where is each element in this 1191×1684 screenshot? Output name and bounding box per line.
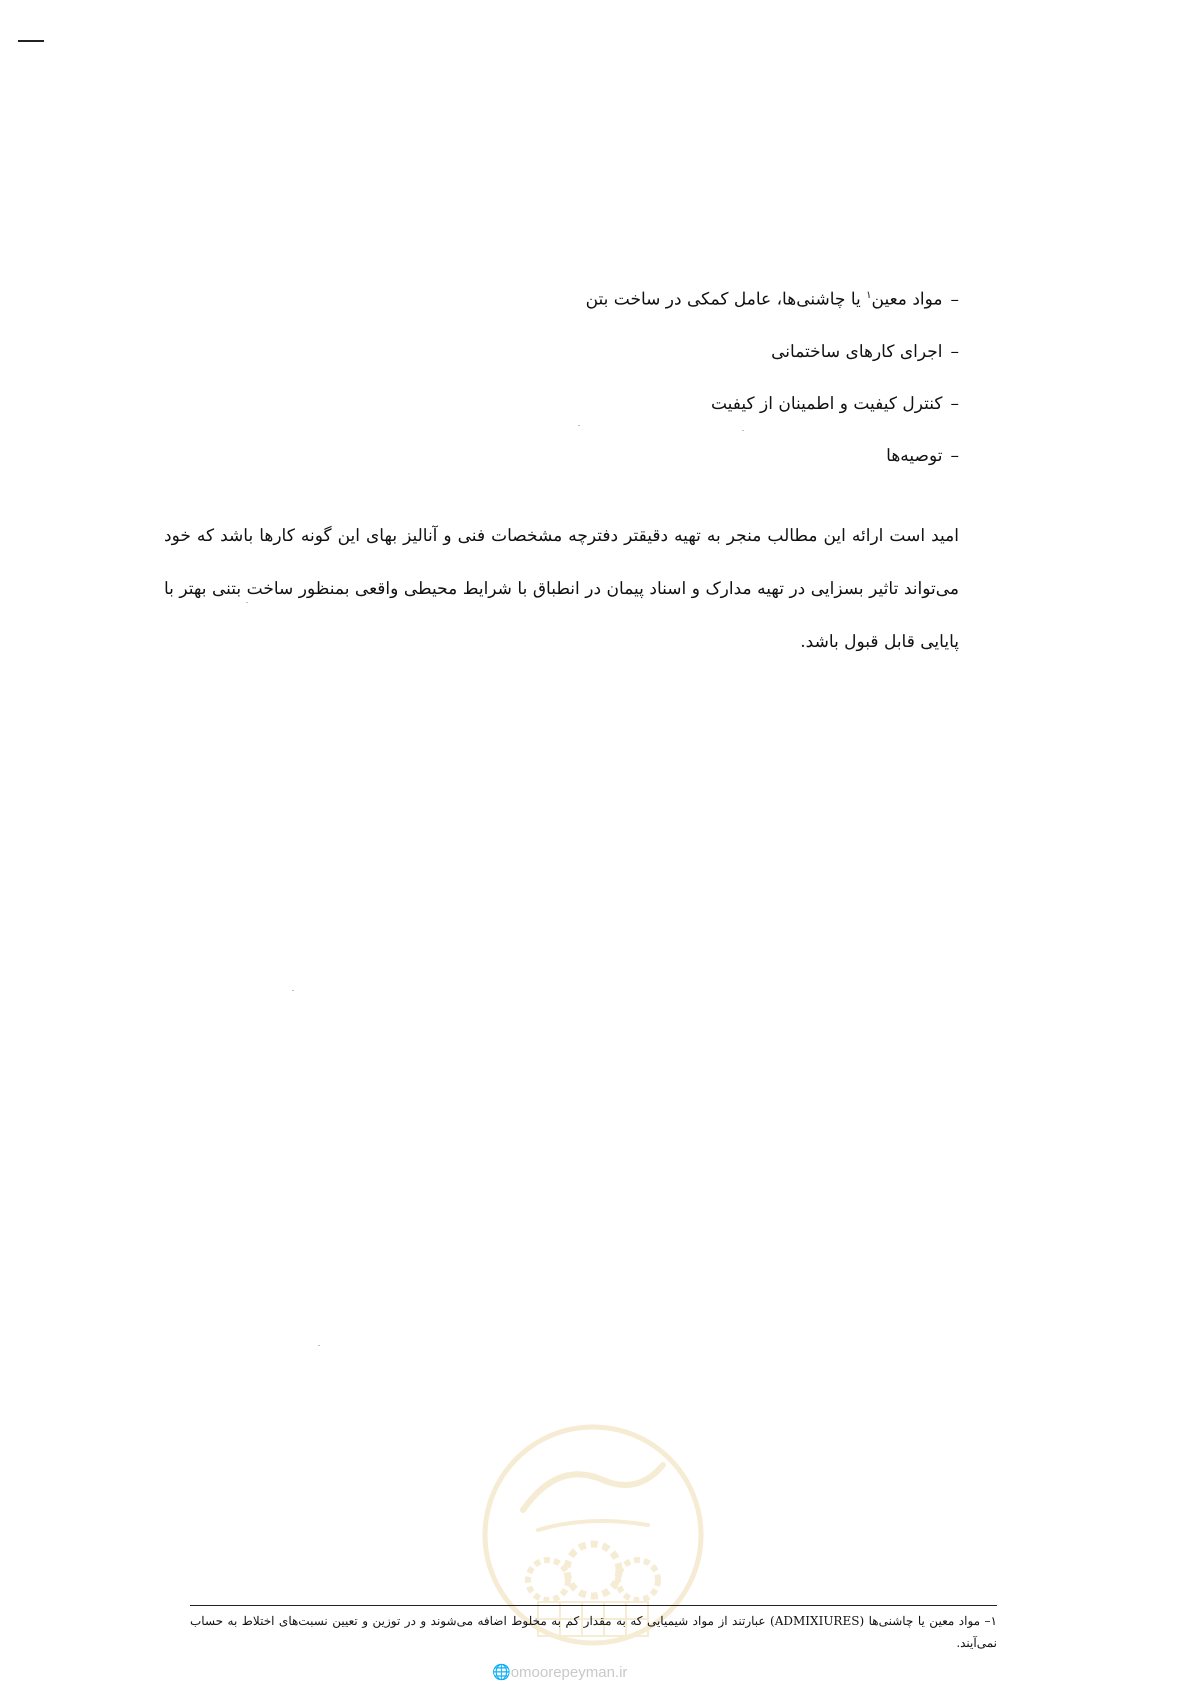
body-paragraph: امید است ارائه این مطالب منجر به تهیه دقیقتر دفترچه مشخصات فنی و آنالیز بهای این گونه کارها باشد که خود می‌تواند تاثیر بسزایی در تهیه مدارک و اسناد پیمان در انطباق با شرایط محیطی واقعی بمنظور ساخت بتنی بهتر با پایایی قابل قبول باشد.	[164, 526, 959, 652]
scan-speck	[246, 602, 248, 603]
scan-speck	[578, 425, 580, 426]
bullet-dash: –	[950, 289, 959, 310]
bullet-dash: –	[950, 393, 959, 414]
bullet-text: توصیه‌ها	[886, 445, 943, 466]
bullet-item-construction	[239, 339, 959, 366]
watermark-url-text: omoorepeyman.ir	[510, 1664, 628, 1681]
scan-speck	[742, 430, 744, 431]
bullet-item-admixtures	[239, 282, 959, 314]
bullet-item-recommendations	[239, 443, 959, 470]
bullet-text-continued: یا چاشنی‌ها، عامل کمکی در ساخت بتن	[585, 289, 867, 310]
globe-icon: 🌐	[492, 1664, 511, 1681]
watermark-url	[492, 1663, 627, 1681]
footnote-divider	[190, 1605, 997, 1606]
bullet-text: کنترل کیفیت و اطمینان از کیفیت	[710, 393, 943, 414]
scan-speck	[318, 1345, 320, 1346]
scan-speck	[292, 990, 294, 991]
bullet-item-quality-control	[239, 391, 959, 418]
footnote: ۱– مواد معین یا چاشنی‌ها (ADMIXIURES) عبارتند از مواد شیمیایی که به مقدار کم به مخلوط اضافه می‌شوند و در توزین و تعیین نسبت‌های اختلاط به حساب نمی‌آیند.	[190, 1614, 997, 1650]
bullet-list	[239, 282, 959, 495]
corner-mark	[18, 40, 44, 42]
bullet-dash: –	[950, 445, 959, 466]
bullet-text: اجرای کارهای ساختمانی	[771, 341, 943, 362]
footnote-marker: ۱	[866, 290, 872, 301]
bullet-dash: –	[950, 341, 959, 362]
bullet-text: مواد معین	[871, 289, 943, 310]
